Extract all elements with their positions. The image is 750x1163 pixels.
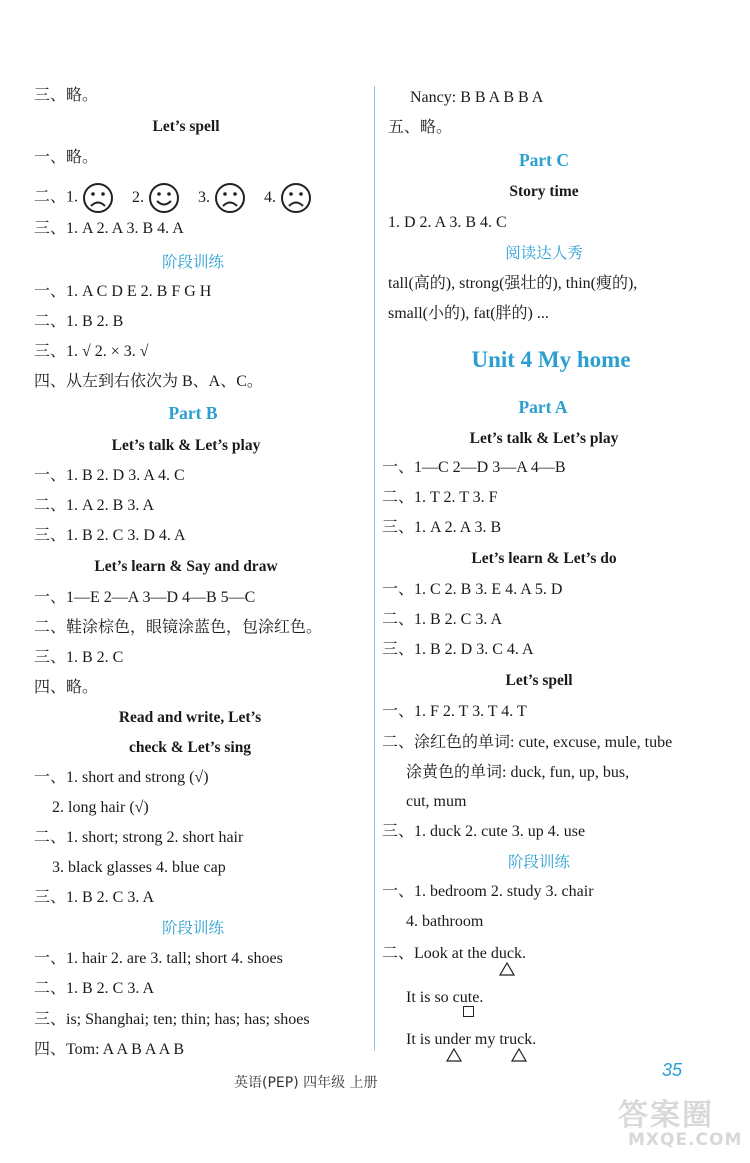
answer-line: 二、1. B 2. C 3. A	[382, 611, 503, 628]
answer-line: 三、略。	[34, 87, 99, 104]
sad-face-icon	[214, 182, 246, 214]
triangle-mark-icon	[499, 962, 515, 976]
section-heading: Let’s spell	[152, 118, 220, 135]
square-mark-icon	[463, 1006, 474, 1017]
section-heading: Let’s learn & Let’s do	[471, 550, 617, 567]
answer-line: 一、1. hair 2. are 3. tall; short 4. shoes	[34, 950, 283, 967]
watermark-title: 答案圈	[618, 1098, 714, 1133]
section-heading: Story time	[509, 183, 579, 200]
happy-face-icon	[148, 182, 180, 214]
answer-line: 一、1. bedroom 2. study 3. chair	[382, 883, 594, 900]
answer-line: 一、1—C 2—D 3—A 4—B	[382, 459, 566, 476]
answer-line: 二、Look at the duck .	[382, 944, 526, 964]
answer-line: 4. bathroom	[406, 913, 484, 930]
stage-training-heading: 阶段训练	[507, 853, 570, 871]
part-heading: Part C	[518, 150, 570, 170]
answer-line: 二、鞋涂棕色，眼镜涂蓝色，包涂红色。	[34, 619, 323, 636]
answer-line: 二、涂红色的单词: cute, excuse, mule, tube	[382, 734, 673, 751]
answer-line: 三、1. duck 2. cute 3. up 4. use	[382, 823, 586, 840]
answer-line: Nancy: B B A B B A	[410, 89, 544, 106]
answer-line: 二、1. B 2. B	[34, 313, 124, 330]
answer-line: 一、1. A C D E 2. B F G H	[34, 283, 212, 300]
sad-face-icon	[280, 182, 312, 214]
answer-line: 五、略。	[388, 119, 453, 136]
marked-word: cute	[453, 988, 480, 1008]
faces-num-3: 3.	[198, 188, 211, 206]
answer-line: 一、略。	[34, 149, 99, 166]
triangle-mark-icon	[511, 1048, 527, 1062]
watermark-logo	[618, 1090, 743, 1150]
marked-word: duck	[491, 944, 522, 964]
page-number: 35	[662, 1060, 683, 1080]
answer-line: 二、1. T 2. T 3. F	[382, 489, 498, 506]
section-heading: Let’s spell	[505, 672, 573, 689]
marked-word: under	[434, 1030, 470, 1050]
sad-face-icon	[82, 182, 114, 214]
answer-line: 一、1. B 2. D 3. A 4. C	[34, 467, 185, 484]
answer-line: 三、is; Shanghai; ten; thin; has; has; shoes	[34, 1011, 310, 1028]
part-heading: Part A	[518, 397, 568, 417]
section-heading: check & Let’s sing	[128, 739, 252, 756]
answer-line: It is under my truck .	[406, 1030, 536, 1050]
section-heading: Let’s talk & Let’s play	[469, 430, 619, 447]
page-footer: 英语(PEP) 四年级 上册	[234, 1075, 378, 1091]
answer-line: 1. D 2. A 3. B 4. C	[388, 214, 507, 231]
faces-num-4: 4.	[264, 188, 277, 206]
answer-line: 三、1. A 2. A 3. B 4. A	[34, 220, 184, 237]
stage-training-heading: 阶段训练	[161, 253, 224, 271]
answer-line: 四、从左到右依次为 B、A、C。	[34, 373, 263, 390]
stage-training-heading: 阶段训练	[161, 919, 224, 937]
section-heading: Read and write, Let’s	[118, 709, 262, 726]
answer-line: 一、1. F 2. T 3. T 4. T	[382, 703, 527, 720]
answer-line: 三、1. B 2. D 3. C 4. A	[382, 641, 534, 658]
answer-line: 涂黄色的单词: duck, fun, up, bus,	[406, 764, 630, 781]
watermark-url: MXQE.COM	[628, 1130, 743, 1150]
answer-line: 四、Tom: A A B A A B	[34, 1041, 185, 1058]
answer-line: 3. black glasses 4. blue cap	[52, 859, 226, 876]
answer-line: 三、1. √ 2. × 3. √	[34, 343, 149, 360]
answer-line: 三、1. B 2. C 3. D 4. A	[34, 527, 186, 544]
answer-line: 2. long hair (√)	[52, 799, 149, 816]
triangle-mark-icon	[446, 1048, 462, 1062]
answer-line: 三、1. B 2. C	[34, 649, 124, 666]
section-heading: Let’s talk & Let’s play	[111, 437, 261, 454]
marked-word: truck	[499, 1030, 532, 1050]
section-heading: Let’s learn & Say and draw	[94, 558, 278, 575]
unit-title: Unit 4 My home	[471, 347, 631, 372]
answer-line: small(小的), fat(胖的) ...	[388, 305, 549, 322]
answer-line: 一、1—E 2—A 3—D 4—B 5—C	[34, 589, 256, 606]
answer-line: tall(高的), strong(强壮的), thin(瘦的),	[388, 275, 638, 292]
answer-line: 四、略。	[34, 679, 99, 696]
answer-line: It is so cute .	[406, 988, 483, 1008]
part-heading: Part B	[168, 403, 218, 423]
answer-line: 二、1. short; strong 2. short hair	[34, 829, 244, 846]
answer-line: 三、1. B 2. C 3. A	[34, 889, 155, 906]
answer-line: cut, mum	[406, 793, 467, 810]
reading-heading: 阅读达人秀	[505, 244, 583, 262]
answer-line: 三、1. A 2. A 3. B	[382, 519, 502, 536]
faces-line	[34, 182, 312, 214]
faces-num-2: 2.	[132, 188, 145, 206]
answer-line: 一、1. C 2. B 3. E 4. A 5. D	[382, 581, 563, 598]
answer-line: 二、1. A 2. B 3. A	[34, 497, 155, 514]
faces-prefix: 二、1.	[34, 188, 79, 206]
answer-line: 一、1. short and strong (√)	[34, 769, 209, 786]
answer-line: 二、1. B 2. C 3. A	[34, 980, 155, 997]
column-divider	[374, 86, 375, 1051]
